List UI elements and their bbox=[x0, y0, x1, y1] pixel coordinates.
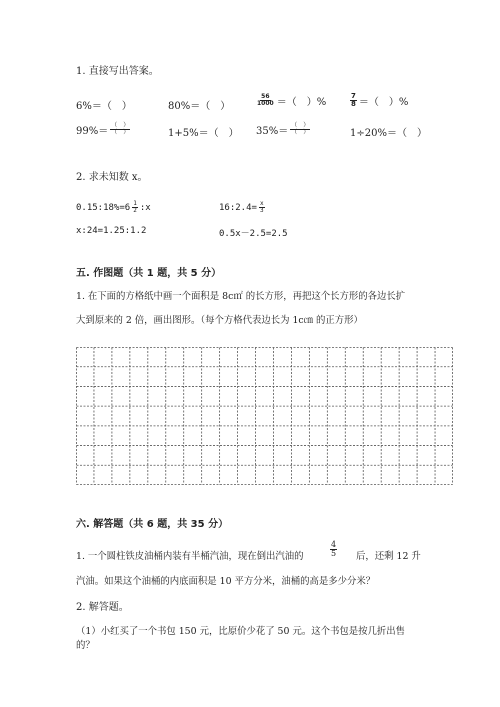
q1-r2-d: 1÷20%＝（ ） bbox=[350, 128, 427, 139]
section6-p2-sub2: 的？ bbox=[76, 640, 95, 651]
section6-p2: 2. 解答题。 bbox=[76, 602, 129, 613]
fraction: $\frac{1}{2}$ bbox=[133, 200, 137, 214]
q1-r1-b: 80%＝（ ） bbox=[168, 101, 231, 112]
fraction: $\frac{7}{8}$ bbox=[351, 92, 356, 108]
q2-eq2: 16:2.4= $\frac{x}{3}$ bbox=[219, 200, 264, 214]
section6-p1-fraction: $\frac{4}{5}$ bbox=[331, 540, 337, 558]
q1-r2-b: 1+5%＝（ ） bbox=[168, 128, 239, 139]
fraction: $\frac{( )}{( )}$ bbox=[111, 122, 130, 136]
section5-line1: 1. 在下面的方格纸中画一个面积是 8c㎡ 的长方形，再把这个长方形的各边长扩 bbox=[76, 291, 406, 302]
q1-title: 1. 直接写出答案。 bbox=[76, 66, 159, 77]
q1-r2-a: 99%＝ $\frac{( )}{( )}$ bbox=[76, 122, 130, 137]
q1-r1-a: 6%＝（ ） bbox=[76, 101, 132, 112]
fraction: $\frac{x}{3}$ bbox=[259, 200, 264, 214]
fraction: $\frac{( )}{( )}$ bbox=[291, 122, 310, 136]
q2-eq1: 0.15:18%=6 $\frac{1}{2}$ :x bbox=[76, 200, 151, 214]
q1-r1-d: $\frac{7}{8}$ ＝（ ）% bbox=[351, 92, 409, 108]
fraction: $\frac{56}{1000}$ bbox=[257, 93, 274, 107]
q2-eq3: x:24=1.25:1.2 bbox=[76, 226, 147, 236]
section6-p1-line2: 汽油。如果这个油桶的内底面积是 10 平方分米，油桶的高是多少分米？ bbox=[76, 576, 376, 587]
square-grid[interactable] bbox=[76, 347, 453, 485]
q2-eq4: 0.5x－2.5=2.5 bbox=[219, 229, 288, 239]
section6-heading: 六. 解答题（共 6 题，共 35 分） bbox=[76, 519, 229, 530]
section5-heading: 五. 作图题（共 1 题，共 5 分） bbox=[76, 268, 222, 279]
q1-r1-c: $\frac{56}{1000}$ ＝（ ）% bbox=[257, 93, 327, 108]
section6-p1-post: 后，还剩 12 升 bbox=[356, 551, 421, 562]
section6-p1-pre: 1. 一个圆柱铁皮油桶内装有半桶汽油，现在倒出汽油的 bbox=[76, 551, 304, 562]
section6-p2-sub1: （1）小红买了一个书包 150 元，比原价少花了 50 元。这个书包是按几折出售 bbox=[76, 626, 405, 637]
q2-title: 2. 求未知数 x。 bbox=[76, 172, 148, 183]
section5-line2: 大到原来的 2 倍，画出图形。（每个方格代表边长为 1c㎝ 的正方形） bbox=[76, 315, 363, 326]
q1-r2-c: 35%＝ $\frac{( )}{( )}$ bbox=[256, 122, 310, 137]
